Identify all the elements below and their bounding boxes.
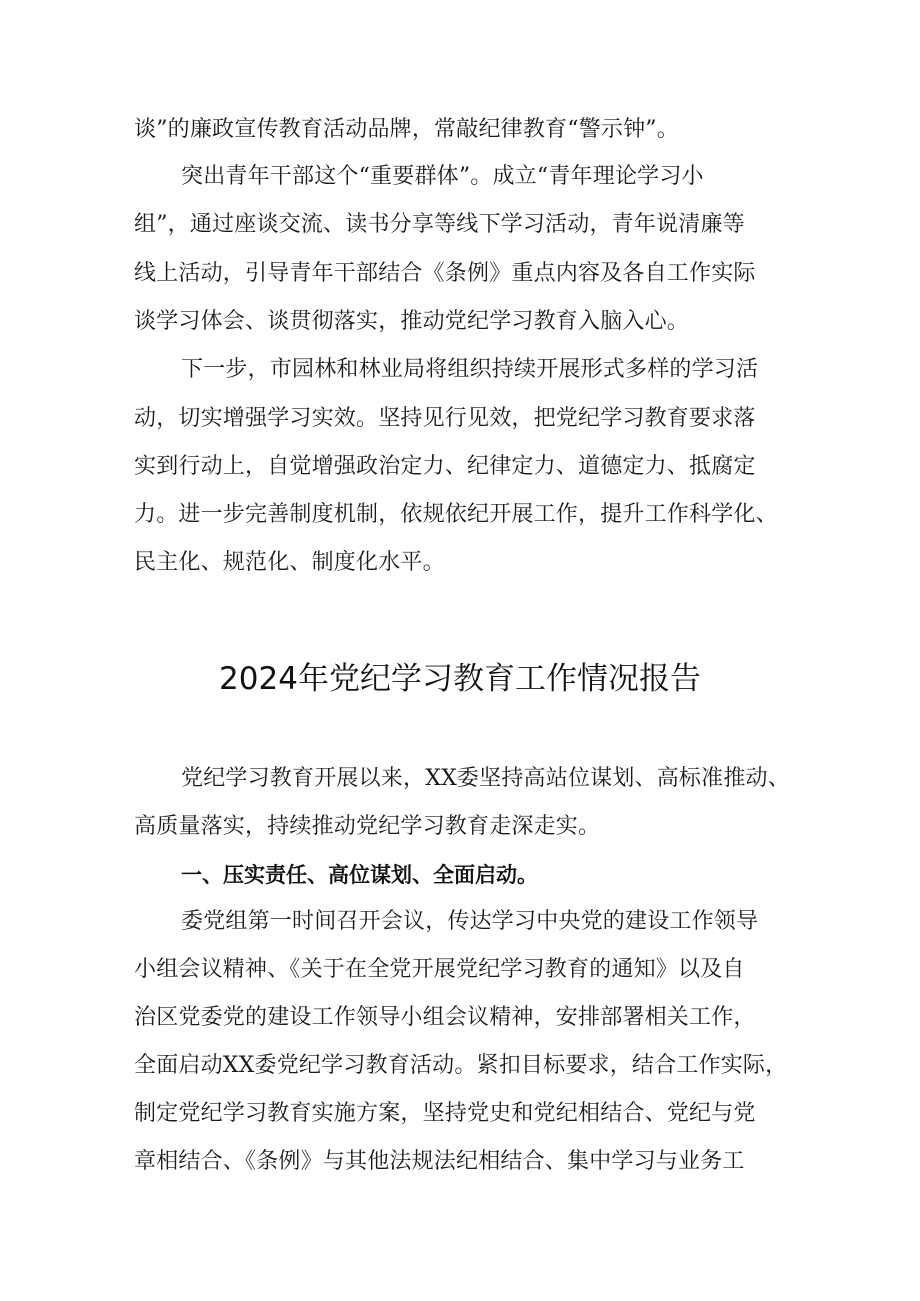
paragraph-line: 制定党纪学习教育实施方案，坚持党史和党纪相结合、党纪与党 <box>134 1101 756 1126</box>
report-title: 2024年党纪学习教育工作情况报告 <box>219 661 701 697</box>
paragraph-line: 动，切实增强学习实效。坚持见行见效，把党纪学习教育要求落 <box>134 406 756 431</box>
paragraph-line: 委党组第一时间召开会议，传达学习中央党的建设工作领导 <box>181 909 759 934</box>
paragraph-line: 实到行动上，自觉增强政治定力、纪律定力、道德定力、抵腐定 <box>134 454 756 479</box>
paragraph-line: 党纪学习教育开展以来，XX委坚持高站位谋划、高标准推动、 <box>181 766 790 791</box>
paragraph-line: 治区党委党的建设工作领导小组会议精神，安排部署相关工作， <box>134 1005 756 1030</box>
section-heading: 一、压实责任、高位谋划、全面启动。 <box>181 863 538 887</box>
paragraph-line: 小组会议精神、《关于在全党开展党纪学习教育的通知》以及自 <box>134 957 745 982</box>
paragraph-line: 全面启动XX委党纪学习教育活动。紧扣目标要求，结合工作实际， <box>134 1053 788 1078</box>
paragraph-line: 高质量落实，持续推动党纪学习教育走深走实。 <box>134 814 601 839</box>
paragraph-line: 谈学习体会、谈贯彻落实，推动党纪学习教育入脑入心。 <box>134 309 690 334</box>
paragraph-line: 力。进一步完善制度机制，依规依纪开展工作，提升工作科学化、 <box>134 502 778 527</box>
paragraph-line: 章相结合、《条例》与其他法规法纪相结合、集中学习与业务工 <box>134 1149 745 1174</box>
paragraph-line: 民主化、规范化、制度化水平。 <box>134 550 445 575</box>
paragraph-line: 谈”的廉政宣传教育活动品牌，常敲纪律教育“警示钟”。 <box>134 117 679 142</box>
paragraph-line: 下一步，市园林和林业局将组织持续开展形式多样的学习活 <box>181 357 759 382</box>
paragraph-line: 组”，通过座谈交流、读书分享等线下学习活动，青年说清廉等 <box>134 212 745 237</box>
paragraph-line: 突出青年干部这个“重要群体”。成立“青年理论学习小 <box>181 164 704 189</box>
paragraph-line: 线上活动，引导青年干部结合《条例》重点内容及各自工作实际 <box>134 261 756 286</box>
